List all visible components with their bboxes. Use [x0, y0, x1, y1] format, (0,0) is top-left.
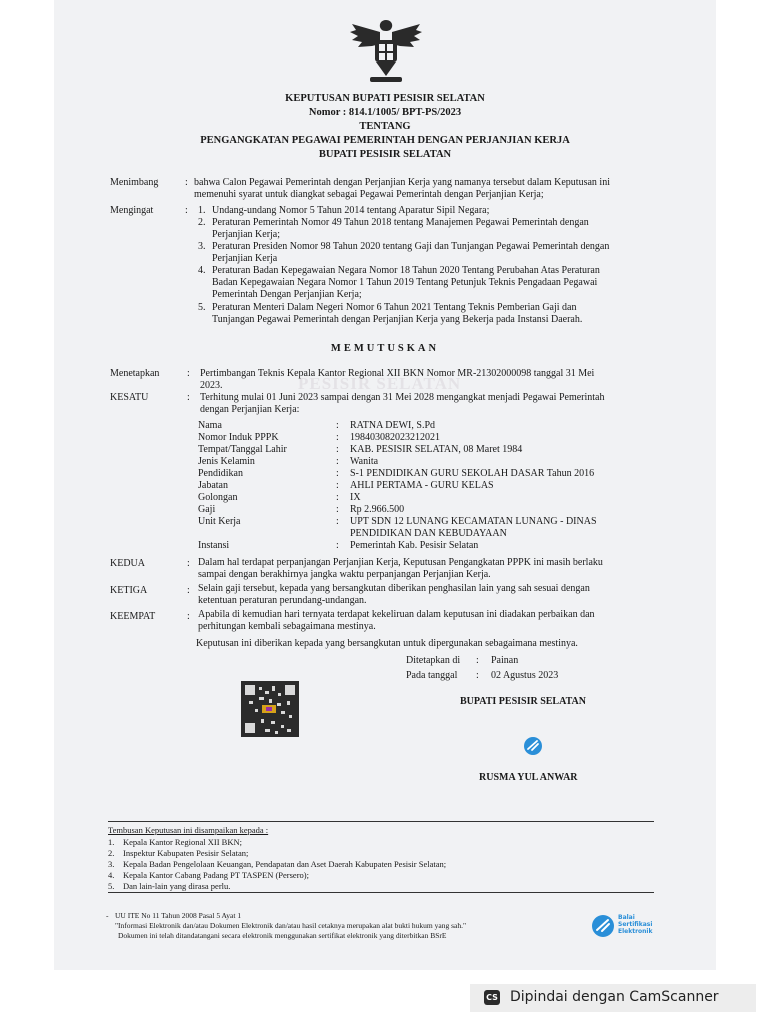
field-key: Jenis Kelamin [198, 456, 255, 467]
menetapkan-line-1: Pertimbangan Teknis Kepala Kantor Regional XII BKN Nomor MR-21302000098 tanggal 31 Mei [200, 368, 595, 379]
colon: : [187, 611, 190, 622]
closing-statement: Keputusan ini diberikan kepada yang bersangkutan untuk dipergunakan sebagaimana mestinya. [196, 638, 578, 649]
field-key: Instansi [198, 540, 230, 551]
colon: : [187, 392, 190, 403]
colon: : [336, 432, 339, 443]
field-key: Nama [198, 420, 222, 431]
menimbang-label: Menimbang [110, 177, 159, 188]
field-row [198, 456, 658, 468]
mengingat-item-4-line-3: Pemerintah Dengan Perjanjian Kerja; [212, 289, 362, 300]
colon: : [185, 205, 188, 216]
kedua-label: KEDUA [110, 558, 145, 569]
mengingat-num-3: 3. [198, 241, 206, 252]
colon: : [187, 585, 190, 596]
field-value: 198403082023212021 [350, 432, 440, 443]
colon: : [476, 655, 479, 666]
qr-code [241, 681, 299, 737]
mengingat-num-4: 4. [198, 265, 206, 276]
field-key: Nomor Induk PPPK [198, 432, 279, 443]
bsre-logo-line: Elektronik [618, 928, 653, 935]
signatory-name: RUSMA YUL ANWAR [479, 772, 578, 783]
keempat-label: KEEMPAT [110, 611, 156, 622]
field-row [198, 432, 658, 444]
ketiga-line-1: Selain gaji tersebut, kepada yang bersangkutan diberikan penghasilan lain yang sah sesuai dengan [198, 583, 590, 594]
field-row [198, 420, 658, 432]
colon: : [336, 468, 339, 479]
kedua-line-1: Dalam hal terdapat perpanjangan Perjanjian Kerja, Keputusan Pengangkatan PPPK ini masih berlaku [198, 557, 603, 568]
date-label: Pada tanggal [406, 670, 458, 681]
mengingat-num-5: 5. [198, 302, 206, 313]
legal-note-line-3: Dokumen ini telah ditandatangani secara elektronik menggunakan sertifikat elektronik yang diterbitkan BSrE [118, 931, 447, 940]
tembusan-num: 4. [108, 870, 115, 880]
bsre-logo-line: Balai [618, 914, 635, 921]
colon: : [336, 492, 339, 503]
field-key: Jabatan [198, 480, 228, 491]
mengingat-item-2-line-1: Peraturan Pemerintah Nomor 49 Tahun 2018 tentang Manajemen Pegawai Pemerintah dengan [212, 217, 589, 228]
field-row [198, 444, 658, 456]
field-value: IX [350, 492, 361, 503]
mengingat-item-4-line-1: Peraturan Badan Kepegawaian Negara Nomor 18 Tahun 2020 Tentang Perubahan Atas Peraturan [212, 265, 600, 276]
colon: : [336, 420, 339, 431]
mengingat-num-2: 2. [198, 217, 206, 228]
decree-about: TENTANG [359, 121, 411, 132]
kesatu-label: KESATU [110, 392, 149, 403]
mengingat-item-3-line-2: Perjanjian Kerja [212, 253, 278, 264]
bsre-logo-icon [591, 914, 615, 938]
mengingat-label: Mengingat [110, 205, 154, 216]
field-value: UPT SDN 12 LUNANG KECAMATAN LUNANG - DINAS [350, 516, 597, 527]
colon: : [476, 670, 479, 681]
keempat-line-2: perhitungan kembali sebagaimana mestinya. [198, 621, 376, 632]
place-label: Ditetapkan di [406, 655, 461, 666]
field-value: S-1 PENDIDIKAN GURU SEKOLAH DASAR Tahun 2016 [350, 468, 595, 479]
decree-title: KEPUTUSAN BUPATI PESISIR SELATAN [285, 93, 485, 104]
colon: : [185, 177, 188, 188]
tembusan-num: 2. [108, 848, 115, 858]
field-value: RATNA DEWI, S.Pd [350, 420, 436, 431]
camscanner-logo-icon: CS [484, 990, 500, 1005]
tembusan-item-3: Kepala Badan Pengelolaan Keuangan, Pendapatan dan Aset Daerah Kabupaten Pesisir Selatan; [123, 859, 447, 869]
field-key: Pendidikan [198, 468, 243, 479]
legal-note-line-2: "Informasi Elektronik dan/atau Dokumen Elektronik dan/atau hasil cetaknya merupakan alat bukti hukum yang sah." [115, 921, 467, 930]
menimbang-line-1: bahwa Calon Pegawai Pemerintah dengan Perjanjian Kerja yang namanya tersebut dalam Keputusan ini [194, 177, 610, 188]
colon: : [336, 456, 339, 467]
field-row [198, 504, 658, 516]
colon: : [187, 558, 190, 569]
colon: : [187, 368, 190, 379]
legal-note-line-1: UU ITE No 11 Tahun 2008 Pasal 5 Ayat 1 [115, 911, 242, 920]
legal-note-bullet: - [106, 911, 109, 920]
menetapkan-line-2: 2023. [200, 380, 223, 391]
tembusan-num: 1. [108, 837, 115, 847]
signature-office: BUPATI PESISIR SELATAN [460, 696, 586, 707]
colon: : [336, 540, 339, 551]
kesatu-line-2: dengan Perjanjian Kerja: [200, 404, 300, 415]
colon: : [336, 444, 339, 455]
date-value: 02 Agustus 2023 [491, 670, 559, 681]
kedua-line-2: sampai dengan berakhirnya jangka waktu perpanjangan Perjanjian Kerja. [198, 569, 491, 580]
memutuskan-heading: MEMUTUSKAN [330, 343, 440, 354]
field-value: KAB. PESISIR SELATAN, 08 Maret 1984 [350, 444, 523, 455]
decree-subject: PENGANGKATAN PEGAWAI PEMERINTAH DENGAN PERJANJIAN KERJA [200, 135, 570, 146]
tembusan-item-2: Inspektur Kabupaten Pesisir Selatan; [123, 848, 249, 858]
field-row [198, 540, 658, 552]
bsre-signature-icon [523, 736, 543, 756]
divider [108, 892, 654, 893]
field-value: Rp 2.966.500 [350, 504, 405, 515]
camscanner-label: Dipindai dengan CamScanner [510, 989, 719, 1005]
field-key: Golongan [198, 492, 238, 503]
field-key: Unit Kerja [198, 516, 241, 527]
colon: : [336, 504, 339, 515]
field-row [198, 516, 658, 528]
bsre-logo-text [618, 914, 652, 935]
decree-number: Nomor : 814.1/1005/ BPT-PS/2023 [308, 107, 462, 118]
field-key: Tempat/Tanggal Lahir [198, 444, 287, 455]
mengingat-item-2-line-2: Perjanjian Kerja; [212, 229, 281, 240]
watermark: PESISIR SELATAN [298, 374, 462, 393]
camscanner-watermark [470, 984, 756, 1012]
field-value: Pemerintah Kab. Pesisir Selatan [350, 540, 479, 551]
ketiga-label: KETIGA [110, 585, 148, 596]
mengingat-item-5-line-2: Tunjangan Pegawai Pemerintah dengan Perjanjian Kerja yang Bekerja pada Instansi Daerah. [212, 314, 583, 325]
ketiga-line-2: ketentuan peraturan perundang-undangan. [198, 595, 367, 606]
menetapkan-label: Menetapkan [110, 368, 160, 379]
mengingat-item-1-line-1: Undang-undang Nomor 5 Tahun 2014 tentang Aparatur Sipil Negara; [212, 205, 490, 216]
mengingat-item-5-line-1: Peraturan Menteri Dalam Negeri Nomor 6 Tahun 2021 Tentang Teknis Pemberian Gaji dan [212, 302, 577, 313]
mengingat-item-4-line-2: Badan Kepegawaian Negara Nomor 1 Tahun 2019 Tentang Petunjuk Teknis Pengadaan Pegawai [212, 277, 598, 288]
decree-issuer: BUPATI PESISIR SELATAN [318, 149, 452, 160]
tembusan-title: Tembusan Keputusan ini disampaikan kepada : [108, 825, 269, 835]
field-value: AHLI PERTAMA - GURU KELAS [350, 480, 494, 491]
field-key: Gaji [198, 504, 216, 515]
field-row [198, 468, 658, 480]
mengingat-num-1: 1. [198, 205, 206, 216]
colon: : [336, 480, 339, 491]
menimbang-line-2: memenuhi syarat untuk diangkat sebagai Pegawai Pemerintah dengan Perjanjian Kerja; [194, 189, 544, 200]
kesatu-line-1: Terhitung mulai 01 Juni 2023 sampai dengan 31 Mei 2028 mengangkat menjadi Pegawai Pemerintah [200, 392, 605, 403]
bsre-logo-line: Sertifikasi [618, 921, 653, 928]
garuda-emblem-icon [346, 14, 426, 86]
tembusan-item-4: Kepala Kantor Cabang Padang PT TASPEN (Persero); [123, 870, 309, 880]
tembusan-item-5: Dan lain-lain yang dirasa perlu. [123, 881, 231, 891]
field-row [198, 480, 658, 492]
mengingat-item-3-line-1: Peraturan Presiden Nomor 98 Tahun 2020 tentang Gaji dan Tunjangan Pegawai Pemerintah dengan [212, 241, 610, 252]
place-value: Painan [491, 655, 519, 666]
tembusan-num: 5. [108, 881, 115, 891]
field-value: Wanita [350, 456, 379, 467]
colon: : [336, 516, 339, 527]
divider [108, 821, 654, 822]
field-row [198, 528, 658, 540]
keempat-line-1: Apabila di kemudian hari ternyata terdapat kekeliruan dalam keputusan ini diadakan perbaikan dan [198, 609, 595, 620]
field-row [198, 492, 658, 504]
tembusan-item-1: Kepala Kantor Regional XII BKN; [123, 837, 242, 847]
field-value-cont: PENDIDIKAN DAN KEBUDAYAAN [350, 528, 507, 539]
tembusan-num: 3. [108, 859, 115, 869]
